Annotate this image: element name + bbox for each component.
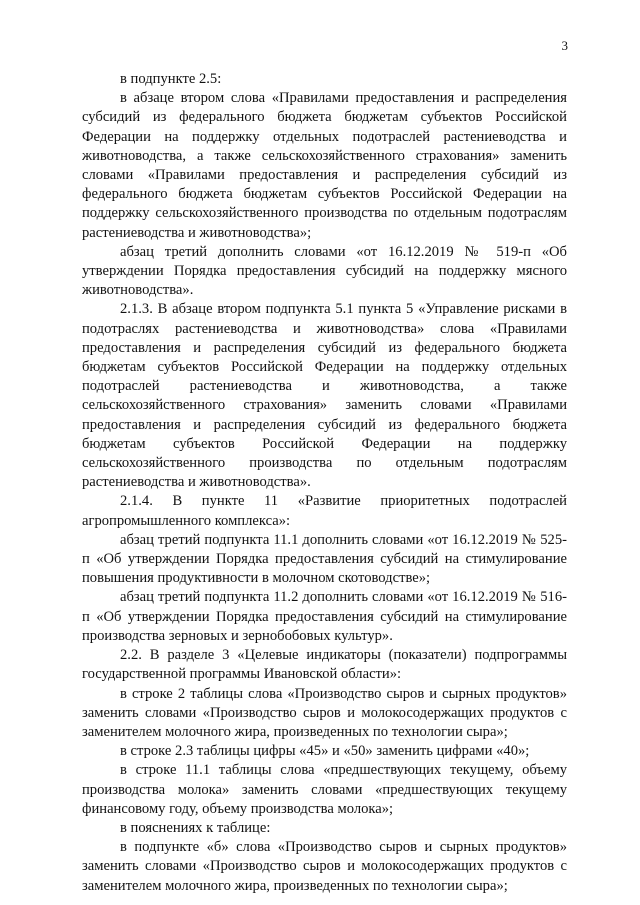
paragraph: в абзаце втором слова «Правилами предоставления и распределения субсидий из федерального бюджета бюджетам субъектов Российской Федерации на поддержку отдельных подотраслей растениеводства и животноводства, а также сельскохозяйственного страхования» заменить словами «Правилами предоставления и распределения субсидий из федерального бюджета бюджетам субъектов Российской Федерации на поддержку сельскохозяйственного производства по отдельным подотраслям растениеводства и животноводства»; <box>82 90 567 241</box>
paragraph: в пояснениях к таблице: <box>120 819 271 836</box>
document-body <box>82 70 567 896</box>
paragraph: абзац третий дополнить словами «от 16.12.2019 № 519-п «Об утверждении Порядка предоставления субсидий на поддержку мясного животноводства». <box>82 243 567 299</box>
paragraph: в строке 2.3 таблицы цифры «45» и «50» заменить цифрами «40»; <box>120 743 530 760</box>
paragraph: в подпункте «б» слова «Производство сыров и сырных продуктов» заменить словами «Производство сыров и молокосодержащих продуктов с заменителем молочного жира, произведенных по технологии сыра»; <box>82 839 567 894</box>
paragraph: в строке 11.1 таблицы слова «предшествующих текущему, объему производства молока» заменить словами «предшествующих текущему финансовому году, объему производства молока»; <box>82 762 567 817</box>
paragraph: 2.1.3. В абзаце втором подпункта 5.1 пункта 5 «Управление рисками в подотраслях растениеводства и животноводства» слова «Правилами предоставления и распределения субсидий из федерального бюджета бюджетам субъектов Российской Федерации на поддержку отдельных подотраслей растениеводства и животноводства, а также сельскохозяйственного страхования» заменить словами «Правилами предоставления и распределения субсидий из федерального бюджета бюджетам субъектов Российской Федерации на поддержку сельскохозяйственного производства по отдельным подотраслям растениеводства и животноводства». <box>82 301 567 491</box>
paragraph: в подпункте 2.5: <box>120 71 222 87</box>
paragraph: абзац третий подпункта 11.2 дополнить словами «от 16.12.2019 № 516-п «Об утверждении Порядка предоставления субсидий на стимулирование производства зерновых и зернобобовых культур». <box>82 589 567 644</box>
paragraph: 2.2. В разделе 3 «Целевые индикаторы (показатели) подпрограммы государственной программы Ивановской области»: <box>82 647 567 683</box>
paragraph: абзац третий подпункта 11.1 дополнить словами «от 16.12.2019 № 525-п «Об утверждении Порядка предоставления субсидий на стимулирование повышения продуктивности в молочном скотоводстве»; <box>82 531 567 587</box>
paragraph: в строке 2 таблицы слова «Производство сыров и сырных продуктов» заменить словами «Производство сыров и молокосодержащих продуктов с заменителем молочного жира, произведенных по технологии сыра»; <box>82 685 567 740</box>
page-number: 3 <box>561 38 568 53</box>
paragraph: 2.1.4. В пункте 11 «Развитие приоритетных подотраслей агропромышленного комплекса»: <box>82 493 567 529</box>
